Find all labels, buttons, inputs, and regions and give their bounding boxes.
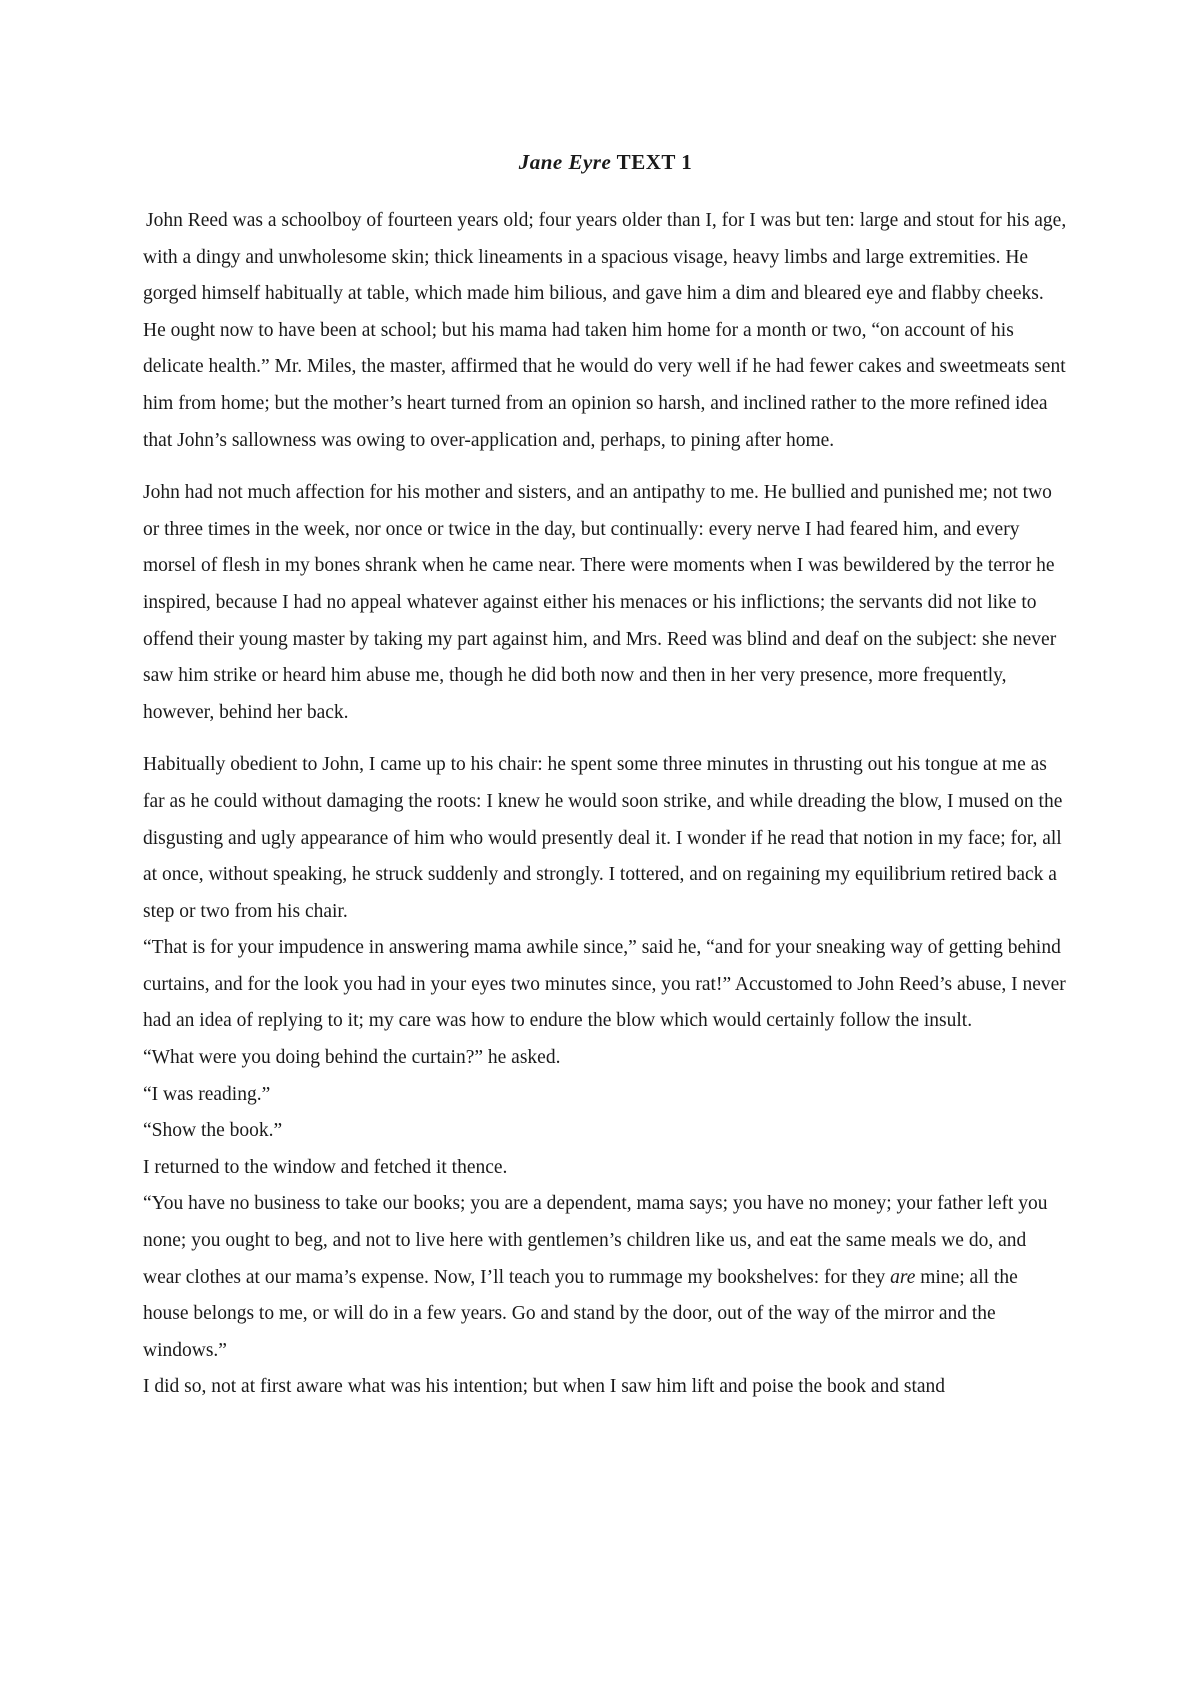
paragraph: John Reed was a schoolboy of fourteen years old; four years older than I, for I was but ten: large and stout for his age, with a dingy and unwholesome skin; thick lineaments in a spacious visage, heavy limbs and large extremities. He gorged himself habitually at table, which made him bilious, and gave him a dim and bleared eye and flabby cheeks. He ought now to have been at school; but his mama had taken him home for a month or two, “on account of his delicate health.” Mr. Miles, the master, affirmed that he would do very well if he had fewer cakes and sweetmeats sent him from home; but the mother’s heart turned from an opinion so harsh, and inclined rather to the more refined idea that John’s sallowness was owing to over-application and, perhaps, to pining after home.	[143, 210, 1067, 451]
speech-text: “You have no business to take our books; you are a dependent, mama says; you have no money; your father left you none; you ought to beg, and not to live here with gentlemen’s children like us, and eat the same meals we do, and wear clothes at our mama’s expense. Now, I’ll teach you to rummage my bookshelves: for they	[143, 1193, 1048, 1288]
paragraph: “That is for your impudence in answering mama awhile since,” said he, “and for your sneaking way of getting behind curtains, and for the look you had in your eyes two minutes since, you rat!” Accustomed to John Reed’s abuse, I never had an idea of replying to it; my care was how to endure the blow which would certainly follow the insult.	[143, 937, 1066, 1032]
speech-text: mine; all the house belongs to me, or will do in a few years. Go and stand by the door, out of the way of the mirror and the windows.”	[143, 1266, 1018, 1361]
paragraph: “I was reading.”	[143, 1083, 271, 1105]
speech-emphasis: are	[890, 1266, 916, 1288]
paragraph: I returned to the window and fetched it thence.	[143, 1156, 508, 1178]
title-text: TEXT 1	[611, 150, 693, 174]
paragraph: I did so, not at first aware what was his intention; but when I saw him lift and poise the book and stand	[143, 1376, 946, 1398]
document-title	[143, 150, 1068, 175]
paragraph: “What were you doing behind the curtain?” he asked.	[143, 1047, 561, 1069]
paragraph	[143, 1186, 1068, 1369]
paragraph: John had not much affection for his mother and sisters, and an antipathy to me. He bullied and punished me; not two or three times in the week, nor once or twice in the day, but continually: every nerve I had feared him, and every morsel of flesh in my bones shrank when he came near. There were moments when I was bewildered by the terror he inspired, because I had no appeal whatever against either his menaces or his inflictions; the servants did not like to offend their young master by taking my part against him, and Mrs. Reed was blind and deaf on the subject: she never saw him strike or heard him abuse me, though he did both now and then in her very presence, more frequently, however, behind her back.	[143, 482, 1057, 723]
title-italic: Jane Eyre	[518, 150, 612, 174]
paragraph: “Show the book.”	[143, 1120, 283, 1142]
paragraph: Habitually obedient to John, I came up to his chair: he spent some three minutes in thrusting out his tongue at me as far as he could without damaging the roots: I knew he would soon strike, and while dreading the blow, I mused on the disgusting and ugly appearance of him who would presently deal it. I wonder if he read that notion in my face; for, all at once, without speaking, he struck suddenly and strongly. I tottered, and on regaining my equilibrium retired back a step or two from his chair.	[143, 754, 1063, 922]
